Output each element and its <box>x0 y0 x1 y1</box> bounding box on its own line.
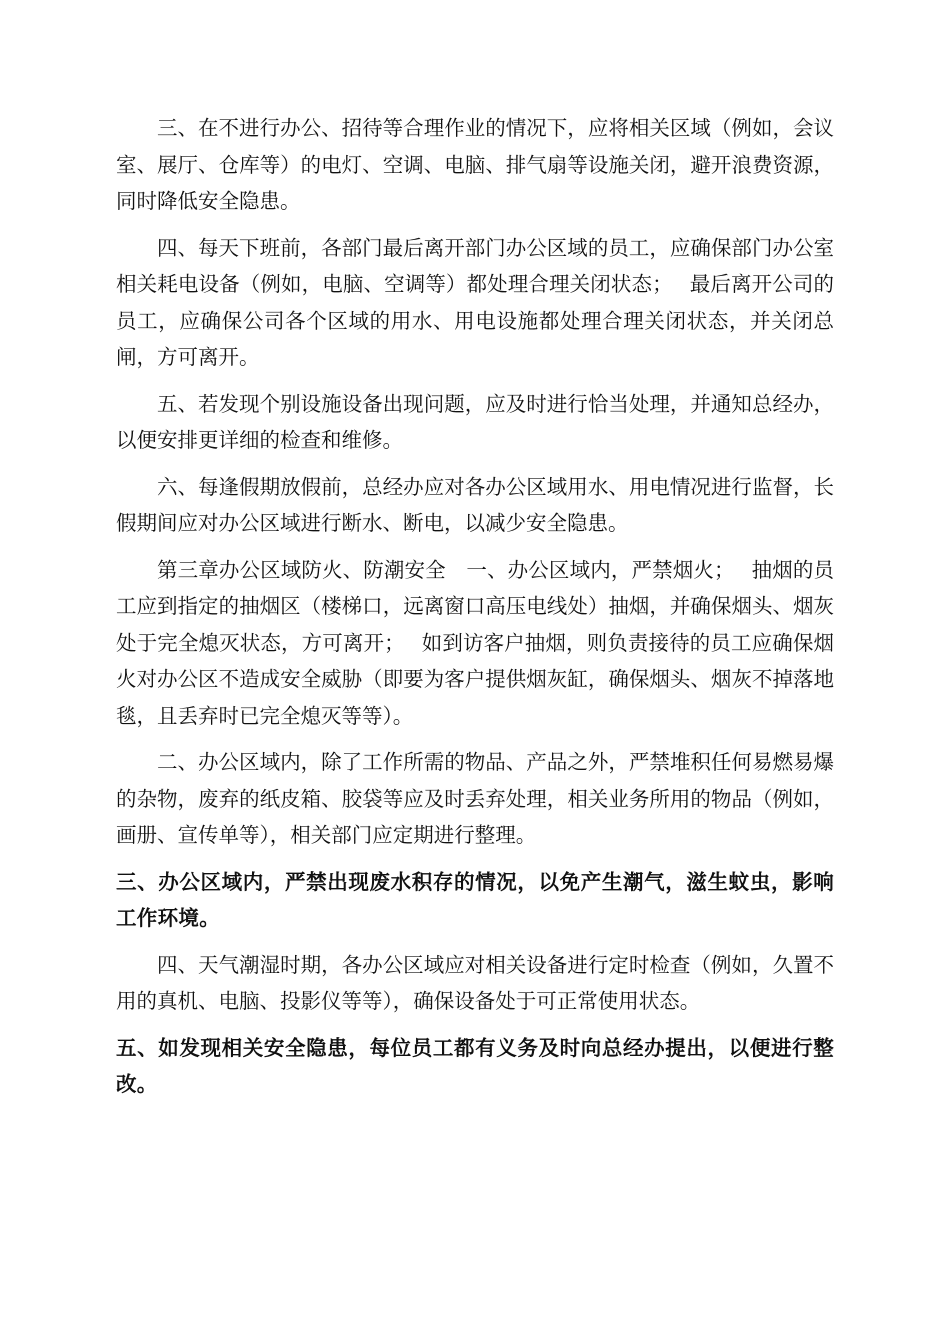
chapter-3-paragraph-3: 三、办公区域内，严禁出现废水积存的情况，以免产生潮气，滋生蚊虫，影响工作环境。 <box>116 869 834 930</box>
chapter-3-paragraph-2: 二、办公区域内，除了工作所需的物品、产品之外，严禁堆积任何易燃易爆的杂物，废弃的纸皮箱、胶袋等应及时丢弃处理，相关业务所用的物品（例如，画册、宣传单等），相关部门应定期进行整理。 <box>116 750 834 847</box>
document-body <box>116 110 834 1113</box>
chapter-3-paragraph-5: 五、如发现相关安全隐患，每位员工都有义务及时向总经办提出，以便进行整改。 <box>116 1035 834 1096</box>
chapter-3-paragraph-1: 第三章办公区域防火、防潮安全 一、办公区域内，严禁烟火； 抽烟的员工应到指定的抽烟区（楼梯口，远离窗口高压电线处）抽烟，并确保烟头、烟灰处于完全熄灭状态，方可离开； 如到访客户抽烟，则负责接待的员工应确保烟火对办公区不造成安全威胁（即要为客户提供烟灰缸，确保烟头、烟灰不掉落地毯，且丢弃时已完全熄灭等等）。 <box>116 557 834 728</box>
chapter-3-paragraph-4: 四、天气潮湿时期，各办公区域应对相关设备进行定时检查（例如，久置不用的真机、电脑、投影仪等等），确保设备处于可正常使用状态。 <box>116 952 834 1013</box>
paragraph-3: 三、在不进行办公、招待等合理作业的情况下，应将相关区域（例如，会议室、展厅、仓库等）的电灯、空调、电脑、排气扇等设施关闭，避开浪费资源，同时降低安全隐患。 <box>116 116 834 213</box>
paragraph-4: 四、每天下班前，各部门最后离开部门办公区域的员工，应确保部门办公室相关耗电设备（例如，电脑、空调等）都处理合理关闭状态； 最后离开公司的员工，应确保公司各个区域的用水、用电设施都处理合理关闭状态，并关闭总闸，方可离开。 <box>116 235 834 369</box>
paragraph-5: 五、若发现个别设施设备出现问题，应及时进行恰当处理，并通知总经办，以便安排更详细的检查和维修。 <box>116 391 834 452</box>
paragraph-6: 六、每逢假期放假前，总经办应对各办公区域用水、用电情况进行监督，长假期间应对办公区域进行断水、断电，以减少安全隐患。 <box>116 474 834 535</box>
